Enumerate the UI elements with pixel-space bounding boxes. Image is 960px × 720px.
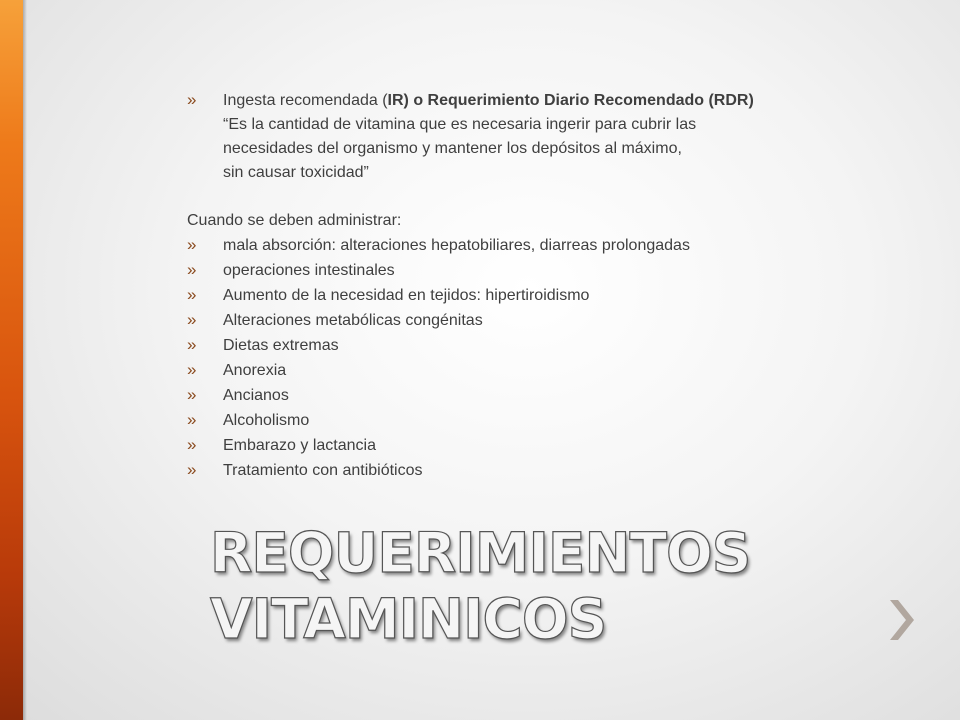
indication-text: Alteraciones metabólicas congénitas <box>223 312 483 329</box>
indication-item <box>187 283 837 308</box>
indication-list <box>187 233 837 483</box>
indication-item <box>187 333 837 358</box>
indication-text: Tratamiento con antibióticos <box>223 462 423 479</box>
bullet-marker: » <box>187 260 197 279</box>
when-heading: Cuando se deben administrar: <box>187 212 402 229</box>
indication-text: Alcoholismo <box>223 412 310 429</box>
accent-bar-shadow <box>23 0 27 720</box>
indication-text: Anorexia <box>223 362 287 379</box>
indication-text: operaciones intestinales <box>223 262 395 279</box>
indication-item <box>187 433 837 458</box>
intro-text <box>223 89 754 113</box>
slide-title <box>210 520 750 652</box>
bullet-marker: » <box>187 335 197 354</box>
definition-line-1: “Es la cantidad de vitamina que es necesaria ingerir para cubrir las <box>223 116 697 133</box>
bullet-marker: » <box>187 385 197 404</box>
bullet-marker: » <box>187 435 197 454</box>
intro-prefix: Ingesta recomendada ( <box>223 92 388 109</box>
bullet-marker: » <box>187 410 197 429</box>
bullet-marker: » <box>187 310 197 329</box>
bullet-marker: » <box>187 285 197 304</box>
bullet-marker: » <box>187 235 197 254</box>
bullet-marker: » <box>187 90 197 109</box>
indication-item <box>187 258 837 283</box>
indication-item <box>187 408 837 433</box>
indication-item <box>187 358 837 383</box>
spacer <box>187 185 837 209</box>
slide-body <box>187 88 837 483</box>
bullet-marker: » <box>187 460 197 479</box>
slide-title-line-2: VITAMINICOS <box>210 587 607 651</box>
indication-item <box>187 383 837 408</box>
indication-text: Ancianos <box>223 387 289 404</box>
indication-text: Dietas extremas <box>223 337 339 354</box>
indication-text: mala absorción: alteraciones hepatobiliares, diarreas prolongadas <box>223 237 690 254</box>
intro-term: IR) o Requerimiento Diario Recomendado (RDR) <box>387 92 754 109</box>
accent-bar <box>0 0 23 720</box>
intro-line <box>187 88 837 113</box>
slide-title-line-1: REQUERIMIENTOS <box>210 521 751 585</box>
chevron-right-icon <box>880 594 920 646</box>
indication-text: Aumento de la necesidad en tejidos: hipertiroidismo <box>223 287 590 304</box>
definition-line-2: necesidades del organismo y mantener los depósitos al máximo, <box>223 140 682 157</box>
indication-item <box>187 308 837 333</box>
indication-item <box>187 458 837 483</box>
definition-line-3: sin causar toxicidad” <box>223 164 369 181</box>
indication-item <box>187 233 837 258</box>
indication-text: Embarazo y lactancia <box>223 437 376 454</box>
bullet-marker: » <box>187 360 197 379</box>
next-slide-button[interactable] <box>880 594 920 646</box>
